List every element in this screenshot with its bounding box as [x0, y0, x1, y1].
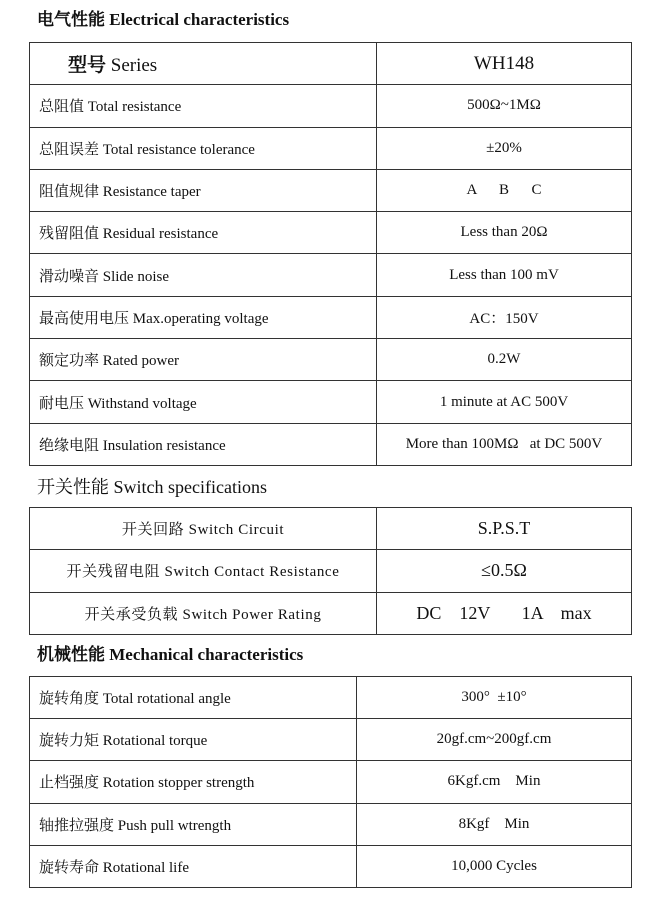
table-row: [30, 803, 632, 845]
table-row: [30, 85, 632, 127]
row-value: ±20%: [377, 127, 632, 169]
table-row: [30, 761, 632, 803]
row-value: 6Kgf.cm Min: [357, 761, 632, 803]
row-value: Less than 100 mV: [377, 254, 632, 296]
row-value: Less than 20Ω: [377, 212, 632, 254]
row-value: 500Ω~1MΩ: [377, 85, 632, 127]
row-label: 耐电压 Withstand voltage: [30, 381, 377, 423]
table-header-row: [30, 43, 632, 85]
table-row: [30, 592, 632, 634]
row-value: 20gf.cm~200gf.cm: [357, 719, 632, 761]
row-label: 旋转角度 Total rotational angle: [30, 677, 357, 719]
row-label: 总阻误差 Total resistance tolerance: [30, 127, 377, 169]
row-value: AC：150V: [377, 296, 632, 338]
row-label: 开关承受负载 Switch Power Rating: [30, 592, 377, 634]
row-label: 总阻值 Total resistance: [30, 85, 377, 127]
table-row: [30, 845, 632, 887]
table-row: [30, 127, 632, 169]
row-value: 10,000 Cycles: [357, 845, 632, 887]
row-label: 旋转力矩 Rotational torque: [30, 719, 357, 761]
electrical-table: [29, 42, 632, 466]
table-row: [30, 719, 632, 761]
row-label: 绝缘电阻 Insulation resistance: [30, 423, 377, 465]
table-row: [30, 169, 632, 211]
table-row: [30, 296, 632, 338]
row-value: S.P.S.T: [377, 508, 632, 550]
series-label: [30, 43, 377, 85]
row-label: 最高使用电压 Max.operating voltage: [30, 296, 377, 338]
electrical-heading: 电气性能 Electrical characteristics: [37, 10, 290, 29]
row-value: 300° ±10°: [357, 677, 632, 719]
row-label: 滑动噪音 Slide noise: [30, 254, 377, 296]
row-label: 阻值规律 Resistance taper: [30, 169, 377, 211]
row-label: 开关回路 Switch Circuit: [30, 508, 377, 550]
series-label-cn: 型号: [68, 55, 107, 77]
row-label: 开关残留电阻 Switch Contact Resistance: [30, 550, 377, 592]
row-label: 轴推拉强度 Push pull wtrength: [30, 803, 357, 845]
row-value: 1 minute at AC 500V: [377, 381, 632, 423]
row-label: 止档强度 Rotation stopper strength: [30, 761, 357, 803]
table-row: [30, 423, 632, 465]
row-label: 旋转寿命 Rotational life: [30, 845, 357, 887]
row-value: 0.2W: [377, 339, 632, 381]
table-row: [30, 339, 632, 381]
switch-heading: 开关性能 Switch specifications: [37, 477, 267, 497]
table-row: [30, 381, 632, 423]
table-row: [30, 508, 632, 550]
row-label: 残留阻值 Residual resistance: [30, 212, 377, 254]
mechanical-table: [29, 676, 632, 888]
row-label: 额定功率 Rated power: [30, 339, 377, 381]
row-value: More than 100MΩ at DC 500V: [377, 423, 632, 465]
table-row: [30, 677, 632, 719]
mechanical-heading: 机械性能 Mechanical characteristics: [37, 645, 304, 664]
series-value: WH148: [377, 43, 632, 85]
row-value: DC 12V 1A max: [377, 592, 632, 634]
switch-table: [29, 507, 632, 635]
table-row: [30, 550, 632, 592]
row-value: 8Kgf Min: [357, 803, 632, 845]
table-row: [30, 254, 632, 296]
row-value: A B C: [377, 169, 632, 211]
table-row: [30, 212, 632, 254]
series-label-en: Series: [110, 55, 158, 77]
row-value: ≤0.5Ω: [377, 550, 632, 592]
